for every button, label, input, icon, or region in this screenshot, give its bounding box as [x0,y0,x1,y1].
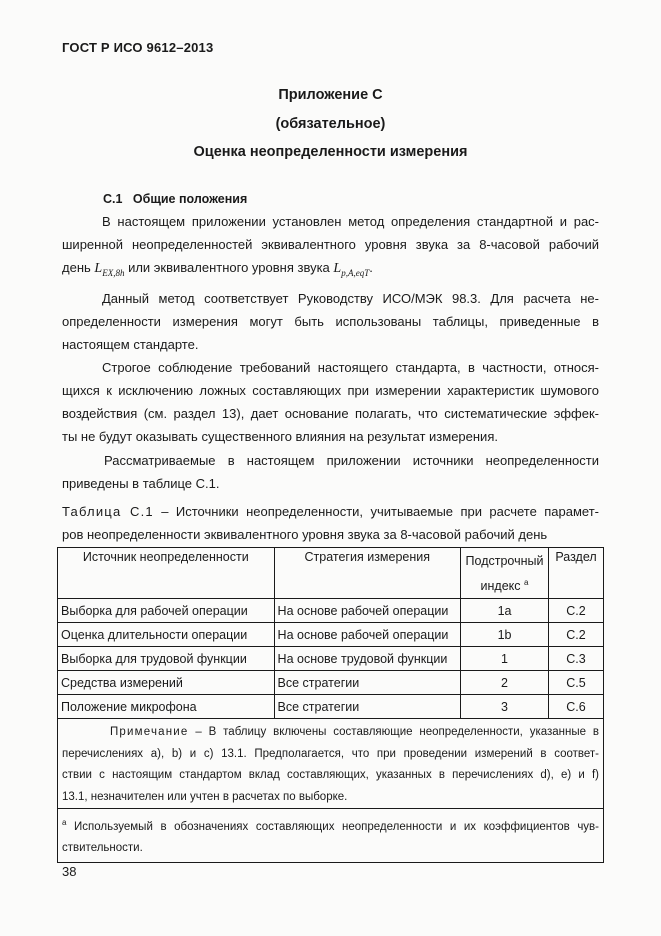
cell-strategy: На основе рабочей операции [274,599,460,623]
document-header: ГОСТ Р ИСО 9612–2013 [62,40,214,55]
cell-section: С.5 [549,671,604,695]
footnote-mark: a [62,818,67,827]
table-footnote-row [58,809,604,863]
table-header-row [58,548,604,599]
cell-section: С.2 [549,623,604,647]
page-number: 38 [62,864,77,879]
table-row [58,695,604,719]
note-label: Примечание [109,726,189,738]
table-caption-line2: ров неопределенности эквивалентного уровня звука за 8-часовой рабочий день [62,527,548,542]
cell-section: С.2 [549,599,604,623]
header-section: Раздел [549,548,604,599]
table-note [58,719,604,809]
cell-strategy: На основе трудовой функции [274,647,460,671]
cell-source: Оценка длительности операции [58,623,275,647]
cell-index: 1a [461,599,549,623]
paragraph-1: В настоящем приложении установлен метод определения стандартной и рас- ширенной неопределенностей эквивалентного уровня звука за 8-часовой рабочий день $L_{EX,8h}$ или эквивалентного уровня звука $L_{p,A,eqT}$. [62,214,599,278]
cell-source: Выборка для рабочей операции [58,599,275,623]
note-line2: перечислениях а), b) и с) 13.1. Предполагается, что при проведении измерений в соответ- [62,747,599,760]
section-heading [103,192,247,206]
cell-index: 1 [461,647,549,671]
p3-line3: воздействия (см. раздел 13), дает основание полагать, что систематические эффек- [62,406,599,421]
p1-line2: ширенной неопределенностей эквивалентного уровня звука за 8-часовой рабочий [62,237,599,252]
table-row [58,599,604,623]
p2-line3: настоящем стандарте. [62,337,199,352]
cell-strategy: Все стратегии [274,695,460,719]
table-footnote [58,809,604,863]
cell-index: 1b [461,623,549,647]
cell-source: Средства измерений [58,671,275,695]
table-caption [62,500,599,546]
uncertainty-sources-table [57,547,604,863]
paragraph-2 [62,287,599,356]
cell-index: 3 [461,695,549,719]
p1-mid: или эквивалентного уровня звука [128,260,330,275]
cell-section: С.6 [549,695,604,719]
cell-strategy: На основе рабочей операции [274,623,460,647]
header-strategy: Стратегия измерения [274,548,460,599]
note-line3: ствии с настоящим стандартом вклад составляющих, указанных в перечислениях d), е) и f) [62,769,599,781]
p1-day: день [62,260,91,275]
header-index: Подстрочный индекс $^a$ [461,548,549,599]
paragraph-3 [62,356,599,448]
p1-line1: В настоящем приложении установлен метод определения стандартной и рас- [102,214,599,229]
table-caption-line1: – Источники неопределенности, учитываемые при расчете парамет- [161,504,599,519]
footnote-line1: Используемый в обозначениях составляющих неопределенности и их коэффициентов чув- [74,820,600,833]
table-row [58,647,604,671]
cell-source: Положение микрофона [58,695,275,719]
p3-line1: Строгое соблюдение требований настоящего стандарта, в частности, относя- [102,360,599,375]
table-row [58,623,604,647]
footnote-line2: ствительности. [62,841,143,854]
section-number: С.1 [103,192,123,206]
p4-line1: Рассматриваемые в настоящем приложении источники неопределенности [104,453,599,468]
section-title: Общие положения [132,192,248,206]
appendix-title: Приложение С [278,87,383,103]
p4-line2: приведены в таблице С.1. [62,476,220,491]
appendix-subject: Оценка неопределенности измерения [193,144,468,160]
p3-line2: щихся к исключению ложных составляющих при измерении характеристик шумового [62,383,599,398]
table-note-row [58,719,604,809]
formula-lex8h: $L_{EX,8h}$ [94,261,125,278]
formula-lpaeqt: $L_{p,A,eqT}$ [333,261,370,278]
appendix-status: (обязательное) [275,116,386,132]
cell-section: С.3 [549,647,604,671]
header-source: Источник неопределенности [58,548,275,599]
cell-source: Выборка для трудовой функции [58,647,275,671]
note-line1: – В таблицу включены составляющие неопределенности, указанные в [195,726,599,738]
table-caption-label: Таблица С.1 [62,504,154,519]
cell-strategy: Все стратегии [274,671,460,695]
cell-index: 2 [461,671,549,695]
table-row [58,671,604,695]
p2-line2: определенности измерения могут быть использованы таблицы, приведенные в [62,314,599,329]
p3-line4: ты не будут оказывать существенного влияния на результат измерения. [62,429,498,444]
paragraph-4 [62,449,599,495]
note-line4: 13.1, незначителен или учтен в расчетах по выборке. [62,790,348,803]
p2-line1: Данный метод соответствует Руководству ИСО/МЭК 98.3. Для расчета не- [102,291,599,306]
